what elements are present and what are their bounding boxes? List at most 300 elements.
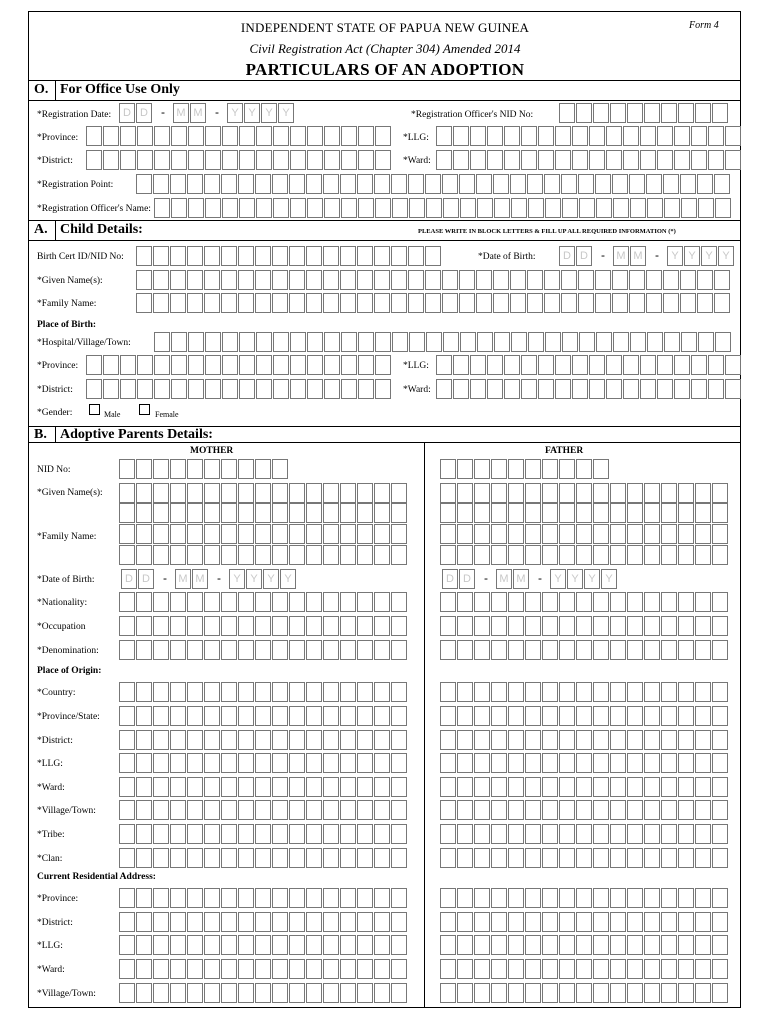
char-box[interactable] (221, 912, 237, 932)
char-box[interactable] (678, 682, 694, 702)
char-box[interactable] (525, 912, 541, 932)
registration-date-month[interactable] (173, 103, 207, 123)
char-box[interactable] (440, 848, 456, 868)
char-box[interactable] (457, 753, 473, 773)
char-box[interactable] (442, 174, 458, 194)
father-district-input[interactable] (440, 730, 729, 750)
char-box[interactable] (272, 682, 288, 702)
char-box[interactable] (170, 959, 186, 979)
char-box[interactable] (188, 150, 204, 170)
char-box[interactable] (508, 483, 524, 503)
char-box[interactable] (187, 483, 203, 503)
char-box[interactable] (457, 706, 473, 726)
char-box[interactable] (610, 616, 626, 636)
char-box[interactable] (695, 503, 711, 523)
char-box[interactable] (542, 524, 558, 544)
char-box[interactable] (272, 824, 288, 844)
char-box[interactable] (698, 332, 714, 352)
char-box[interactable] (391, 912, 407, 932)
char-box[interactable] (712, 800, 728, 820)
char-box[interactable] (357, 174, 373, 194)
char-box[interactable] (477, 198, 493, 218)
char-box[interactable] (612, 270, 628, 290)
char-box[interactable] (457, 640, 473, 660)
char-box[interactable] (272, 848, 288, 868)
char-box[interactable] (661, 545, 677, 565)
hospital-input[interactable] (154, 332, 732, 352)
char-box[interactable] (340, 800, 356, 820)
char-box[interactable] (238, 800, 254, 820)
char-box[interactable] (457, 682, 473, 702)
char-box[interactable] (238, 246, 254, 266)
char-box[interactable] (86, 126, 102, 146)
male-checkbox[interactable] (89, 404, 100, 415)
char-box[interactable]: D (119, 103, 135, 123)
child-district-input[interactable] (86, 379, 392, 399)
char-box[interactable] (678, 777, 694, 797)
char-box[interactable] (562, 332, 578, 352)
officer-name-input[interactable] (154, 198, 732, 218)
char-box[interactable] (589, 355, 605, 375)
char-box[interactable] (341, 332, 357, 352)
char-box[interactable] (593, 935, 609, 955)
char-box[interactable] (153, 983, 169, 1003)
char-box[interactable] (103, 150, 119, 170)
char-box[interactable] (559, 753, 575, 773)
char-box[interactable] (188, 126, 204, 146)
char-box[interactable] (610, 545, 626, 565)
char-box[interactable] (559, 983, 575, 1003)
char-box[interactable] (712, 616, 728, 636)
char-box[interactable] (542, 682, 558, 702)
char-box[interactable] (661, 706, 677, 726)
char-box[interactable] (187, 616, 203, 636)
char-box[interactable] (712, 777, 728, 797)
char-box[interactable] (119, 959, 135, 979)
char-box[interactable] (272, 293, 288, 313)
char-box[interactable] (170, 503, 186, 523)
char-box[interactable] (306, 983, 322, 1003)
char-box[interactable] (525, 935, 541, 955)
char-box[interactable] (510, 174, 526, 194)
char-box[interactable] (657, 150, 673, 170)
char-box[interactable] (493, 174, 509, 194)
char-box[interactable] (559, 777, 575, 797)
char-box[interactable] (204, 483, 220, 503)
char-box[interactable] (695, 483, 711, 503)
char-box[interactable] (606, 150, 622, 170)
father-family-1-input[interactable] (440, 524, 729, 544)
char-box[interactable]: D (459, 569, 475, 589)
char-box[interactable] (572, 150, 588, 170)
char-box[interactable] (340, 682, 356, 702)
char-box[interactable] (289, 888, 305, 908)
char-box[interactable] (576, 459, 592, 479)
char-box[interactable] (623, 126, 639, 146)
char-box[interactable] (544, 293, 560, 313)
char-box[interactable] (392, 198, 408, 218)
char-box[interactable] (589, 379, 605, 399)
char-box[interactable] (678, 848, 694, 868)
char-box[interactable] (425, 246, 441, 266)
char-box[interactable] (221, 753, 237, 773)
char-box[interactable] (306, 888, 322, 908)
char-box[interactable] (391, 800, 407, 820)
char-box[interactable] (272, 503, 288, 523)
char-box[interactable] (306, 753, 322, 773)
char-box[interactable] (187, 730, 203, 750)
char-box[interactable] (289, 545, 305, 565)
char-box[interactable] (357, 682, 373, 702)
char-box[interactable]: D (121, 569, 137, 589)
father-province-state-input[interactable] (440, 706, 729, 726)
char-box[interactable] (680, 293, 696, 313)
char-box[interactable] (474, 983, 490, 1003)
char-box[interactable] (256, 355, 272, 375)
char-box[interactable] (678, 730, 694, 750)
char-box[interactable] (204, 246, 220, 266)
char-box[interactable] (508, 592, 524, 612)
char-box[interactable] (324, 126, 340, 146)
char-box[interactable] (561, 270, 577, 290)
char-box[interactable] (340, 848, 356, 868)
char-box[interactable] (528, 332, 544, 352)
char-box[interactable] (255, 935, 271, 955)
char-box[interactable]: M (630, 246, 646, 266)
char-box[interactable]: Y (701, 246, 717, 266)
father-llg-input[interactable] (440, 753, 729, 773)
char-box[interactable] (289, 592, 305, 612)
char-box[interactable] (153, 293, 169, 313)
char-box[interactable] (204, 848, 220, 868)
char-box[interactable] (187, 640, 203, 660)
father-cur-ward-input[interactable] (440, 959, 729, 979)
char-box[interactable] (307, 198, 323, 218)
char-box[interactable] (238, 706, 254, 726)
char-box[interactable] (695, 682, 711, 702)
char-box[interactable] (695, 545, 711, 565)
char-box[interactable] (678, 753, 694, 773)
char-box[interactable] (272, 616, 288, 636)
char-box[interactable] (323, 824, 339, 844)
char-box[interactable] (678, 800, 694, 820)
char-box[interactable] (408, 293, 424, 313)
father-country-input[interactable] (440, 682, 729, 702)
char-box[interactable] (661, 800, 677, 820)
char-box[interactable] (542, 888, 558, 908)
char-box[interactable] (357, 592, 373, 612)
char-box[interactable] (153, 824, 169, 844)
char-box[interactable] (610, 524, 626, 544)
char-box[interactable] (170, 545, 186, 565)
char-box[interactable] (289, 503, 305, 523)
char-box[interactable] (680, 174, 696, 194)
char-box[interactable] (204, 293, 220, 313)
mother-given-2-input[interactable] (119, 503, 408, 523)
char-box[interactable] (712, 730, 728, 750)
char-box[interactable] (136, 616, 152, 636)
char-box[interactable] (323, 935, 339, 955)
office-llg-input[interactable] (436, 126, 742, 146)
char-box[interactable] (120, 126, 136, 146)
char-box[interactable] (171, 198, 187, 218)
char-box[interactable] (714, 270, 730, 290)
char-box[interactable]: Y (584, 569, 600, 589)
mother-province-state-input[interactable] (119, 706, 408, 726)
char-box[interactable] (663, 174, 679, 194)
char-box[interactable] (119, 503, 135, 523)
char-box[interactable] (627, 640, 643, 660)
char-box[interactable] (542, 730, 558, 750)
char-box[interactable] (712, 545, 728, 565)
char-box[interactable] (238, 503, 254, 523)
char-box[interactable] (593, 459, 609, 479)
char-box[interactable] (476, 270, 492, 290)
char-box[interactable] (453, 379, 469, 399)
char-box[interactable] (119, 983, 135, 1003)
father-cur-llg-input[interactable] (440, 935, 729, 955)
char-box[interactable] (525, 524, 541, 544)
char-box[interactable] (238, 545, 254, 565)
char-box[interactable]: D (138, 569, 154, 589)
char-box[interactable] (491, 777, 507, 797)
char-box[interactable] (508, 524, 524, 544)
char-box[interactable] (576, 777, 592, 797)
char-box[interactable] (661, 730, 677, 750)
char-box[interactable] (153, 616, 169, 636)
char-box[interactable] (324, 332, 340, 352)
char-box[interactable] (542, 459, 558, 479)
char-box[interactable] (153, 459, 169, 479)
char-box[interactable] (474, 524, 490, 544)
char-box[interactable] (136, 682, 152, 702)
char-box[interactable] (375, 379, 391, 399)
char-box[interactable] (695, 103, 711, 123)
char-box[interactable] (255, 912, 271, 932)
char-box[interactable] (595, 270, 611, 290)
char-box[interactable] (323, 983, 339, 1003)
char-box[interactable] (460, 332, 476, 352)
father-tribe-input[interactable] (440, 824, 729, 844)
char-box[interactable] (221, 824, 237, 844)
char-box[interactable] (391, 246, 407, 266)
char-box[interactable] (391, 983, 407, 1003)
char-box[interactable] (153, 935, 169, 955)
char-box[interactable] (440, 753, 456, 773)
char-box[interactable] (187, 706, 203, 726)
char-box[interactable] (153, 730, 169, 750)
char-box[interactable] (491, 524, 507, 544)
char-box[interactable] (306, 800, 322, 820)
char-box[interactable] (542, 503, 558, 523)
char-box[interactable] (661, 983, 677, 1003)
char-box[interactable] (538, 126, 554, 146)
char-box[interactable] (457, 483, 473, 503)
char-box[interactable] (491, 503, 507, 523)
char-box[interactable] (340, 174, 356, 194)
char-box[interactable] (375, 126, 391, 146)
char-box[interactable] (508, 682, 524, 702)
char-box[interactable] (491, 706, 507, 726)
char-box[interactable]: Y (227, 103, 243, 123)
char-box[interactable] (695, 753, 711, 773)
char-box[interactable] (273, 332, 289, 352)
char-box[interactable] (289, 800, 305, 820)
char-box[interactable] (289, 524, 305, 544)
char-box[interactable] (476, 293, 492, 313)
mother-family-2-input[interactable] (119, 545, 408, 565)
char-box[interactable] (323, 888, 339, 908)
char-box[interactable] (527, 270, 543, 290)
char-box[interactable] (171, 126, 187, 146)
char-box[interactable] (644, 959, 660, 979)
char-box[interactable] (695, 616, 711, 636)
char-box[interactable] (120, 379, 136, 399)
char-box[interactable] (474, 848, 490, 868)
char-box[interactable] (86, 150, 102, 170)
char-box[interactable] (153, 640, 169, 660)
char-box[interactable] (572, 379, 588, 399)
char-box[interactable] (238, 912, 254, 932)
mother-ward-input[interactable] (119, 777, 408, 797)
char-box[interactable] (593, 888, 609, 908)
char-box[interactable]: M (513, 569, 529, 589)
char-box[interactable] (542, 545, 558, 565)
char-box[interactable] (440, 800, 456, 820)
char-box[interactable] (170, 983, 186, 1003)
char-box[interactable] (559, 524, 575, 544)
char-box[interactable] (508, 912, 524, 932)
char-box[interactable] (491, 800, 507, 820)
char-box[interactable] (289, 983, 305, 1003)
char-box[interactable] (255, 682, 271, 702)
char-box[interactable] (204, 174, 220, 194)
char-box[interactable] (375, 355, 391, 375)
char-box[interactable] (255, 777, 271, 797)
char-box[interactable] (697, 293, 713, 313)
char-box[interactable] (623, 379, 639, 399)
char-box[interactable] (440, 912, 456, 932)
char-box[interactable] (644, 983, 660, 1003)
char-box[interactable] (476, 174, 492, 194)
char-box[interactable] (576, 545, 592, 565)
char-box[interactable] (272, 174, 288, 194)
char-box[interactable] (204, 545, 220, 565)
char-box[interactable] (357, 777, 373, 797)
father-given-2-input[interactable] (440, 503, 729, 523)
char-box[interactable] (391, 524, 407, 544)
char-box[interactable] (595, 293, 611, 313)
char-box[interactable] (627, 103, 643, 123)
char-box[interactable] (392, 332, 408, 352)
char-box[interactable] (391, 545, 407, 565)
char-box[interactable] (187, 592, 203, 612)
mother-given-1-input[interactable] (119, 483, 408, 503)
char-box[interactable] (341, 150, 357, 170)
char-box[interactable] (525, 616, 541, 636)
char-box[interactable] (221, 524, 237, 544)
mother-tribe-input[interactable] (119, 824, 408, 844)
char-box[interactable] (153, 483, 169, 503)
char-box[interactable] (238, 753, 254, 773)
char-box[interactable] (221, 246, 237, 266)
char-box[interactable] (255, 524, 271, 544)
char-box[interactable] (559, 912, 575, 932)
char-box[interactable] (204, 459, 220, 479)
char-box[interactable] (357, 730, 373, 750)
char-box[interactable] (255, 174, 271, 194)
char-box[interactable] (358, 198, 374, 218)
char-box[interactable] (323, 640, 339, 660)
char-box[interactable] (187, 888, 203, 908)
char-box[interactable] (657, 379, 673, 399)
char-box[interactable] (470, 355, 486, 375)
char-box[interactable] (457, 888, 473, 908)
char-box[interactable] (136, 753, 152, 773)
char-box[interactable] (545, 198, 561, 218)
char-box[interactable] (644, 706, 660, 726)
char-box[interactable] (154, 379, 170, 399)
char-box[interactable] (712, 103, 728, 123)
mother-cur-province-input[interactable] (119, 888, 408, 908)
char-box[interactable] (374, 888, 390, 908)
char-box[interactable] (695, 959, 711, 979)
char-box[interactable] (474, 777, 490, 797)
char-box[interactable] (576, 935, 592, 955)
char-box[interactable] (457, 824, 473, 844)
char-box[interactable] (205, 150, 221, 170)
char-box[interactable] (712, 848, 728, 868)
char-box[interactable] (323, 174, 339, 194)
char-box[interactable] (457, 848, 473, 868)
char-box[interactable] (725, 355, 741, 375)
char-box[interactable] (307, 332, 323, 352)
char-box[interactable] (559, 483, 575, 503)
char-box[interactable] (255, 753, 271, 773)
char-box[interactable] (443, 332, 459, 352)
char-box[interactable] (289, 935, 305, 955)
char-box[interactable] (678, 524, 694, 544)
char-box[interactable] (391, 174, 407, 194)
char-box[interactable] (593, 800, 609, 820)
char-box[interactable] (712, 935, 728, 955)
father-dob-day[interactable] (442, 569, 476, 589)
char-box[interactable] (525, 730, 541, 750)
char-box[interactable] (238, 616, 254, 636)
char-box[interactable] (255, 270, 271, 290)
char-box[interactable] (610, 800, 626, 820)
char-box[interactable] (340, 293, 356, 313)
char-box[interactable] (714, 293, 730, 313)
char-box[interactable] (323, 777, 339, 797)
char-box[interactable] (187, 824, 203, 844)
char-box[interactable] (425, 270, 441, 290)
char-box[interactable] (508, 959, 524, 979)
char-box[interactable] (474, 616, 490, 636)
char-box[interactable] (504, 150, 520, 170)
char-box[interactable] (136, 888, 152, 908)
char-box[interactable] (559, 800, 575, 820)
registration-date-day[interactable] (119, 103, 153, 123)
char-box[interactable] (542, 706, 558, 726)
char-box[interactable] (272, 706, 288, 726)
char-box[interactable] (119, 483, 135, 503)
char-box[interactable] (493, 270, 509, 290)
char-box[interactable] (593, 103, 609, 123)
char-box[interactable] (640, 355, 656, 375)
char-box[interactable] (474, 592, 490, 612)
char-box[interactable] (290, 379, 306, 399)
